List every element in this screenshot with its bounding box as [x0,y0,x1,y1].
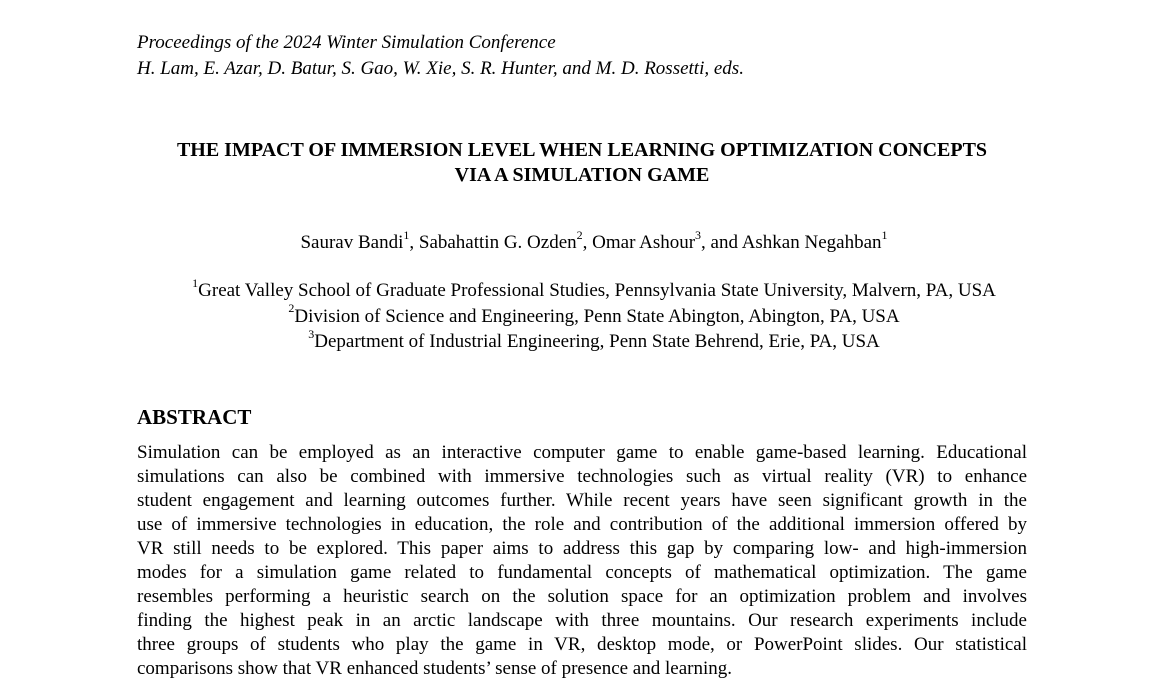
abstract-line: Simulation can be employed as an interactive computer game to enable game-based learning. Educational [137,442,1027,463]
affiliation-text: Department of Industrial Engineering, Penn State Behrend, Erie, PA, USA [314,331,880,352]
abstract-line: use of immersive technologies in education, the role and contribution of the additional immersion offered by [137,514,1027,535]
author-name: Omar Ashour [592,232,696,253]
abstract-line: simulations can also be combined with immersive technologies such as virtual reality (VR) to enhance [137,466,1027,487]
affiliation-text: Great Valley School of Graduate Professional Studies, Pennsylvania State University, Malvern, PA, USA [198,280,996,301]
proceedings-header [137,30,744,82]
affiliation [0,326,1162,355]
paper-title-line: VIA A SIMULATION GAME [454,164,710,186]
abstract-line: student engagement and learning outcomes further. While recent years have seen significant growth in the [137,490,1027,511]
paper-title [0,138,1162,188]
proceedings-conference: Proceedings of the 2024 Winter Simulation Conference [137,32,556,53]
author-name: Ashkan Negahban [741,232,882,253]
author-affil-mark: 3 [695,227,702,242]
abstract-line: comparisons show that VR enhanced students’ sense of presence and learning. [137,658,732,679]
abstract-line: modes for a simulation game related to fundamental concepts of mathematical optimization. The game [137,562,1027,583]
affiliation-number: 1 [192,275,199,290]
abstract-line: VR still needs to be explored. This paper aims to address this gap by comparing low- and high-immersion [137,538,1027,559]
abstract-line: resembles performing a heuristic search on the solution space for an optimization problem and involves [137,586,1027,607]
affiliation [0,275,1162,304]
affiliation-number: 2 [288,301,295,316]
affiliation-list [0,275,1162,355]
author-affil-mark: 1 [881,227,888,242]
paper-title-line: THE IMPACT OF IMMERSION LEVEL WHEN LEARNING OPTIMIZATION CONCEPTS [176,139,988,161]
author-affil-mark: 1 [403,227,410,242]
author-affil-mark: 2 [576,227,583,242]
abstract-line: three groups of students who play the game in VR, desktop mode, or PowerPoint slides. Our statistical [137,634,1027,655]
abstract-heading: ABSTRACT [137,405,252,429]
author-separator: , and [701,232,742,253]
affiliation-text: Division of Science and Engineering, Penn State Abington, Abington, PA, USA [294,305,900,327]
author-name: Saurav Bandi [300,232,404,253]
author-list [0,227,1162,256]
affiliation-number: 3 [308,326,315,341]
proceedings-editors: H. Lam, E. Azar, D. Batur, S. Gao, W. Xie, S. R. Hunter, and M. D. Rossetti, eds. [137,58,744,79]
author-separator: , [582,232,593,253]
affiliation [0,301,1162,330]
abstract-line: finding the highest peak in an arctic landscape with three mountains. Our research experiments include [137,610,1027,631]
author-name: Sabahattin G. Ozden [418,232,577,253]
abstract-body [137,441,1027,681]
author-separator: , [409,232,419,253]
